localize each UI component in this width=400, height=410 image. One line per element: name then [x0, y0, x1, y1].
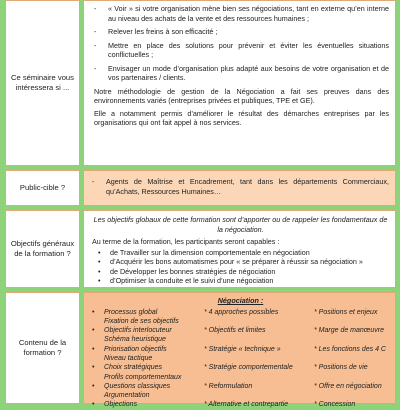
list-item: - Mettre en place des solutions pour prévenir et éviter les éventuelles situations conflictuelles ;: [94, 40, 389, 59]
content-item: [190, 391, 300, 400]
objectives-list: [92, 248, 389, 286]
list-item: • de Travailler sur la dimension comportementale en négociation: [98, 247, 310, 257]
list-item: - Agents de Maîtrise et Encadrement, tant dans les départements Commerciaux, qu’Achats, Ressources Humaines…: [92, 177, 389, 196]
list-item: • d’Acquérir les bons automatismes pour « se préparer à réussir sa négociation »: [98, 257, 363, 266]
objectives-content: [83, 210, 396, 288]
seminar-list: [94, 4, 389, 83]
content-item: * Stratégie comportementale: [204, 364, 293, 372]
content-column-2: [190, 308, 300, 410]
content-item: * Les fonctions des 4 C: [314, 345, 386, 353]
objectives-lead: Au terme de la formation, les participants seront capables :: [92, 237, 280, 246]
content-item: * Marge de manœuvre: [314, 327, 385, 335]
content-item: • Processus global: [92, 308, 158, 316]
content-item: • Questions classiques: [92, 382, 171, 390]
negotiation-title: Négociation :: [217, 296, 264, 305]
content-item: * 4 approches possibles: [204, 308, 279, 316]
content-item: * Positions de vie: [314, 364, 368, 372]
content-label: Contenu de la formation ?: [5, 292, 80, 404]
content-item: • Objections: [92, 401, 138, 409]
content-item: * Offre en négociation: [314, 382, 382, 390]
content-item: [300, 317, 391, 326]
content-item: Argumentation: [104, 392, 150, 400]
content-item: [190, 317, 300, 326]
public-row: [5, 170, 396, 206]
content-item: * Positions et enjeux: [314, 308, 378, 316]
objectives-label: Objectifs généraux de la formation ?: [5, 210, 80, 288]
public-content: [83, 170, 396, 206]
content-item: * Objectifs et limites: [204, 327, 266, 335]
list-item: - « Voir » si votre organisation mène bien ses négociations, tant en externe qu’en interne au niveau des achats de la vente et des ressources humaines ;: [94, 4, 389, 23]
objectives-row: [5, 210, 396, 288]
list-item: • de Développer les bonnes stratégies de négociation: [98, 266, 276, 276]
content-item: • Priorisation objectifs: [92, 345, 167, 353]
content-item: [300, 391, 391, 400]
content-item: Profils comportementaux: [104, 373, 182, 381]
content-columns: [90, 308, 391, 410]
seminar-row: [5, 0, 396, 166]
content-item: [300, 373, 391, 382]
results-paragraph: Elle a notamment permis d’améliorer le résultat des démarches entreprises par les organisations qui ont fait appel à nos services.: [94, 108, 389, 127]
content-item: [190, 335, 300, 344]
content-item: [300, 335, 391, 344]
content-column-3: [300, 308, 391, 410]
content-item: • Objectifs interlocuteur: [92, 327, 172, 335]
content-item: * Reformulation: [204, 382, 253, 390]
public-label: Public-cible ?: [5, 170, 80, 206]
content-item: * Alternative et contrepartie: [204, 401, 289, 409]
content-item: * Stratégie « technique »: [204, 345, 281, 353]
objectives-intro: Les objectifs globaux de cette formation sont d’apporter ou de rappeler les fondamentaux de la négociation.: [93, 215, 388, 234]
content-item: [190, 373, 300, 382]
content-item: Schéma heuristique: [104, 336, 166, 344]
content-item: Niveau tactique: [104, 354, 153, 362]
public-list: [92, 177, 389, 196]
list-item: - Envisager un mode d’organisation plus adapté aux besoins de votre organisation et de vos partenaires / clients.: [94, 63, 389, 82]
list-item: • d’Optimiser la conduite et le suivi d’une négociation: [98, 276, 274, 285]
content-item: [300, 354, 391, 363]
content-item: • Choix stratégiques: [92, 364, 162, 372]
content-body: [83, 292, 396, 409]
content-item: [190, 354, 300, 363]
content-item: * Concession: [314, 401, 356, 409]
content-item: Fixation de ses objectifs: [104, 317, 179, 325]
content-row: [5, 292, 396, 409]
list-item: - Relever les freins à son efficacité ;: [94, 27, 218, 36]
seminar-label: Ce séminaire vous intéressera si ...: [5, 0, 80, 166]
content-column-1: [90, 308, 190, 410]
seminar-content: [83, 0, 396, 166]
methodology-paragraph: Notre méthodologie de gestion de la Négociation a fait ses preuves dans des environnements variés (entreprises privées et publiques, TPE et GE).: [94, 86, 389, 105]
